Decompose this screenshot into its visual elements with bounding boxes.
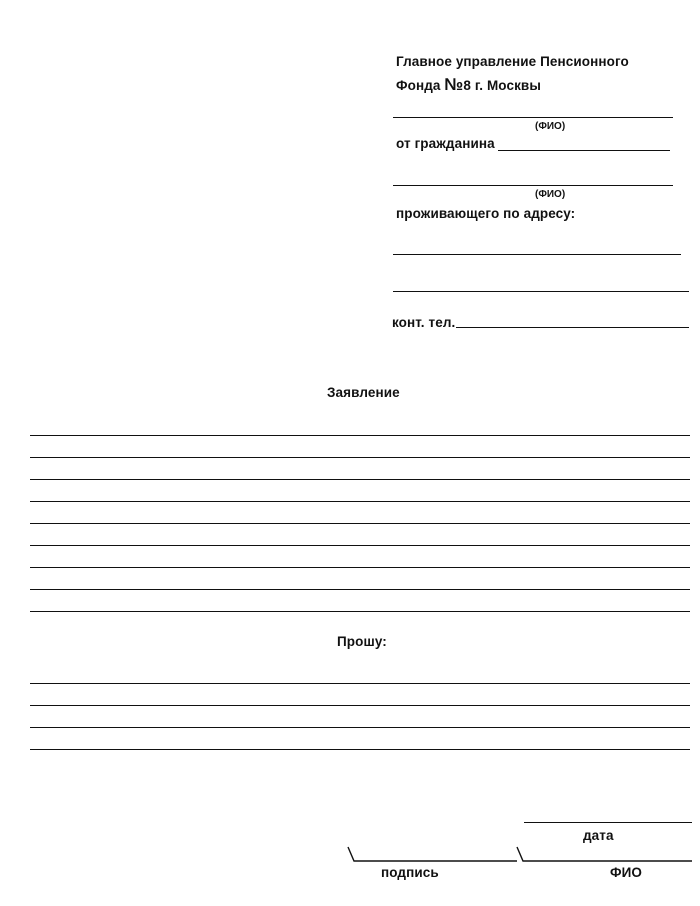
statement-line-3[interactable] <box>30 479 690 480</box>
signature-label: подпись <box>381 865 439 880</box>
addressee-suffix: 8 г. Москвы <box>463 78 541 93</box>
addressee-prefix: Фонда <box>396 78 445 93</box>
statement-title: Заявление <box>327 385 400 400</box>
request-line-1[interactable] <box>30 683 690 684</box>
citizen-name-line[interactable] <box>393 185 673 186</box>
address-line-2[interactable] <box>393 291 689 292</box>
addressee-line-1: Главное управление Пенсионного <box>396 54 629 69</box>
signature-line[interactable] <box>348 847 517 861</box>
applicant-name-line[interactable] <box>393 117 673 118</box>
signature-lines <box>345 844 695 866</box>
request-line-3[interactable] <box>30 727 690 728</box>
from-citizen-label: от гражданина <box>396 136 495 151</box>
request-line-2[interactable] <box>30 705 690 706</box>
statement-line-7[interactable] <box>30 567 690 568</box>
statement-line-8[interactable] <box>30 589 690 590</box>
statement-line-1[interactable] <box>30 435 690 436</box>
address-line-1[interactable] <box>393 254 681 255</box>
statement-line-9[interactable] <box>30 611 690 612</box>
address-label: проживающего по адресу: <box>396 206 576 221</box>
name-label: ФИО <box>610 865 643 880</box>
date-label: дата <box>583 828 614 843</box>
statement-line-4[interactable] <box>30 501 690 502</box>
request-title: Прошу: <box>337 634 387 649</box>
phone-line[interactable] <box>456 327 689 328</box>
request-line-4[interactable] <box>30 749 690 750</box>
phone-label: конт. тел. <box>392 315 456 330</box>
statement-line-2[interactable] <box>30 457 690 458</box>
fio-caption-2: (ФИО) <box>535 189 566 200</box>
addressee-line-2 <box>396 75 541 95</box>
date-line[interactable] <box>524 822 692 823</box>
number-sign: № <box>444 75 464 94</box>
statement-line-5[interactable] <box>30 523 690 524</box>
fio-caption-1: (ФИО) <box>535 121 566 132</box>
from-citizen-line[interactable] <box>498 150 670 151</box>
name-line[interactable] <box>517 847 692 861</box>
statement-line-6[interactable] <box>30 545 690 546</box>
